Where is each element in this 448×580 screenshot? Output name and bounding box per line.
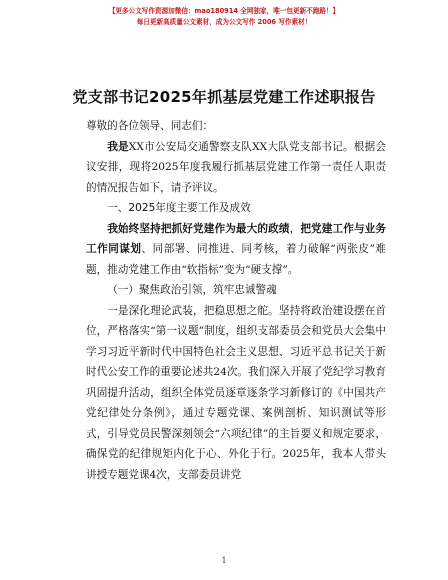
document-body [86, 116, 386, 485]
salutation: 尊敬的各位领导、同志们： [86, 120, 214, 132]
section-heading-1: 一、2025年度主要工作及成效 [107, 202, 251, 214]
header-banner [0, 6, 448, 28]
paragraph-2-text: 、同部署、同推进、同考核，着力破解“两张皮”难题，推动党建工作由“软指标”变为“硬支撑”。 [86, 243, 386, 276]
paragraph-2 [86, 219, 386, 281]
subheading-1: （一）聚焦政治引领，筑牢忠诚警魂 [107, 284, 277, 296]
banner-line-2: 每日更新高质量公文素材，成为公文写作 2006 写作素材！ [136, 18, 312, 26]
paragraph-2-comma: ， [289, 222, 301, 235]
paragraph-2-bold-a: 我始终坚持把抓好党建作为最大的政绩 [107, 222, 290, 235]
paragraph-3: 一是深化理论武装，把稳思想之舵。坚持将政治建设摆在首位，严格落实“第一议题”制度，组织支部委员会和党员大会集中学习习近平新时代中国特色社会主义思想、习近平总书记关于新时代公安工作的重要论述共24次。我们深入开展了党纪学习教育巩固提升活动，组织全体党员逐章逐条学习新修订的《中国共产党纪律处分条例》，通过专题党课、案例剖析、知识测试等形式，引导党员民警深刻领会“六项纪律”的主旨要义和规定要求，确保党的纪律规矩内化于心、外化于行。2025年，我本人带头讲授专题党课4次，支部委员讲党 [86, 304, 386, 481]
document-title: 党支部书记2025年抓基层党建工作述职报告 [72, 88, 376, 106]
intro-bold-lead: 我是 [107, 140, 129, 153]
page-number: 1 [221, 556, 227, 565]
banner-line-1: 【更多公文写作资源加微信：mao180914 全网独家，唯一包更新不跑路！】 [108, 7, 340, 15]
intro-text: XX市公安局交通警察支队XX大队党支部书记。根据会议安排，现将2025年度我履行抓基层党建工作第一责任人职责的情况报告如下，请予评议。 [86, 140, 387, 194]
intro-paragraph [86, 137, 386, 199]
paragraph-2-bold-b: 把党建工作与业务工作同谋划 [86, 222, 387, 255]
